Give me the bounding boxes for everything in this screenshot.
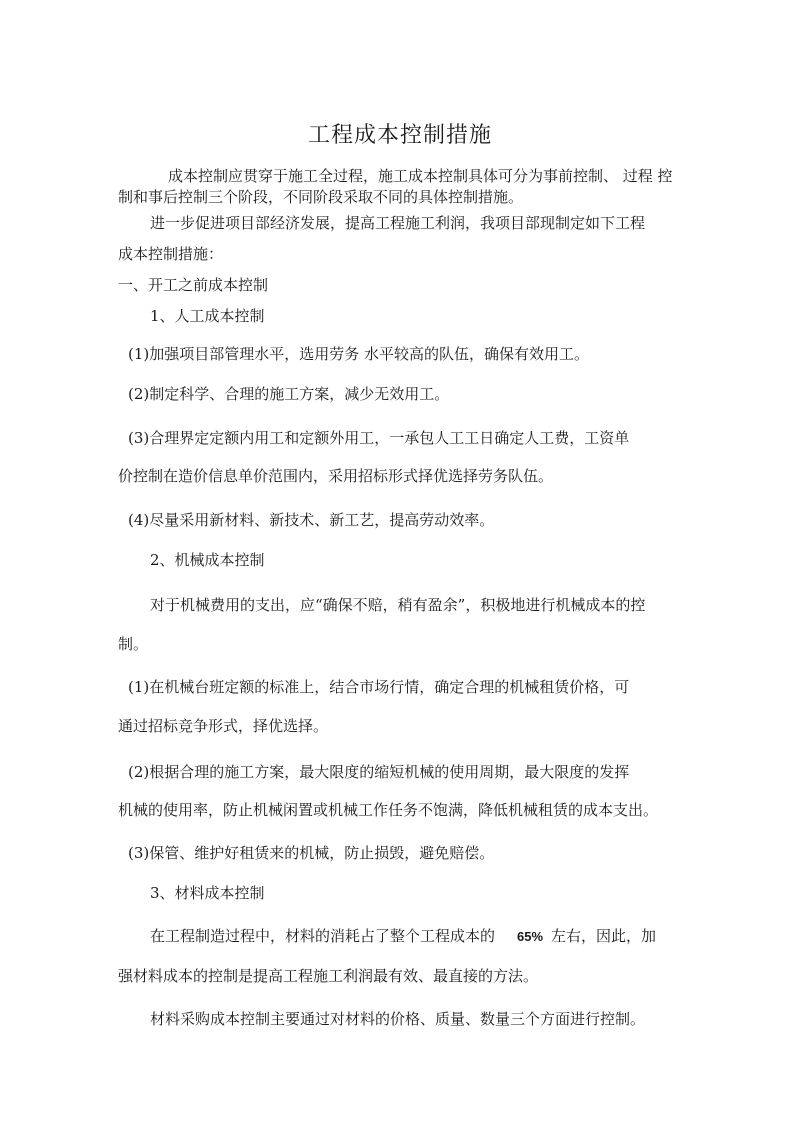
paragraph-line: 成本控制应贯穿于施工全过程，施工成本控制具体可分为事前控制、 过程 控 <box>168 167 673 185</box>
paragraph-line <box>150 926 656 947</box>
paragraph-line: 制和事后控制三个阶段，不同阶段采取不同的具体控制措施。 <box>118 188 524 206</box>
subsection-heading: 3、材料成本控制 <box>150 884 265 902</box>
paragraph-line: 制。 <box>118 635 149 653</box>
section-heading: 一、开工之前成本控制 <box>118 276 269 294</box>
paragraph-line: 通过招标竞争形式，择优选择。 <box>118 717 329 735</box>
paragraph-line: 价控制在造价信息单价范围内，采用招标形式择优选择劳务队伍。 <box>118 467 554 485</box>
list-item: (3)保管、维护好租赁来的机械，防止损毁，避免赔偿。 <box>128 844 495 862</box>
paragraph-line: 成本控制措施： <box>118 245 224 263</box>
paragraph-line: 强材料成本的控制是提高工程施工利润最有效、最直接的方法。 <box>118 967 539 985</box>
document-title: 工程成本控制措施 <box>307 123 492 148</box>
list-item: (1)加强项目部管理水平，选用劳务 水平较高的队伍，确保有效用工。 <box>128 345 590 363</box>
paragraph-line: 对于机械费用的支出，应“确保不赔，稍有盈余”，积极地进行机械成本的控 <box>150 596 646 614</box>
percent-value: 65% <box>517 929 544 944</box>
list-item: (2)制定科学、合理的施工方案，减少无效用工。 <box>128 385 450 403</box>
list-item: (2)根据合理的施工方案，最大限度的缩短机械的使用周期，最大限度的发挥 <box>128 763 630 781</box>
list-item: (3)合理界定定额内用工和定额外用工，一承包人工工日确定人工费，工资单 <box>128 429 630 447</box>
subsection-heading: 1、人工成本控制 <box>150 307 265 325</box>
paragraph-text-tail: 左右，因此，加 <box>551 927 657 945</box>
paragraph-line: 材料采购成本控制主要通过对材料的价格、质量、数量三个方面进行控制。 <box>150 1010 646 1028</box>
subsection-heading: 2、机械成本控制 <box>150 551 265 569</box>
paragraph-text: 在工程制造过程中，材料的消耗占了整个工程成本的 <box>150 927 496 945</box>
list-item: (1)在机械台班定额的标准上，结合市场行情，确定合理的机械租赁价格，可 <box>128 678 630 696</box>
list-item: (4)尽量采用新材料、新技术、新工艺，提高劳动效率。 <box>128 511 495 529</box>
paragraph-line: 进一步促进项目部经济发展，提高工程施工利润，我项目部现制定如下工程 <box>150 214 646 232</box>
paragraph-line: 机械的使用率，防止机械闲置或机械工作任务不饱满，降低机械租赁的成本支出。 <box>118 801 659 819</box>
